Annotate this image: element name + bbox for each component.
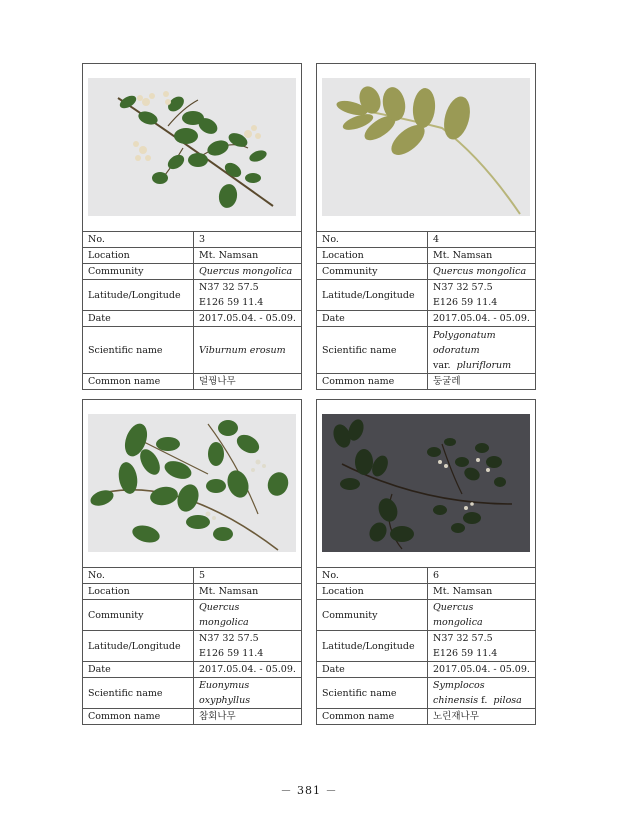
table-row	[83, 280, 301, 311]
table-row	[317, 600, 535, 631]
date-label: Date	[317, 662, 428, 678]
no-value: 6	[433, 570, 440, 581]
common-label: Common name	[317, 374, 428, 390]
latlon-label: Latitude/Longitude	[317, 280, 428, 311]
location-value: Mt. Namsan	[428, 248, 536, 264]
latitude-value: N37 32 57.5	[433, 282, 493, 293]
common-value: 노린재나무	[428, 709, 536, 725]
specimen-card-6	[316, 399, 536, 725]
community-genus: Quercus	[433, 602, 474, 613]
table-row	[83, 631, 301, 662]
location-label: Location	[317, 248, 428, 264]
page-number: － 381 －	[280, 784, 338, 797]
scientific-genus: Symplocos	[433, 680, 485, 691]
scientific-genus: Polygonatum	[433, 329, 496, 341]
common-value: 둥굴레	[428, 374, 536, 390]
scientific-species-line	[433, 693, 530, 708]
scientific-label: Scientific name	[83, 327, 194, 374]
longitude-value: E126 59 11.4	[433, 648, 498, 659]
no-label: No.	[83, 232, 194, 248]
latitude-value: N37 32 57.5	[199, 633, 259, 644]
specimen-table	[83, 568, 301, 724]
specimen-photo-frame	[317, 64, 535, 232]
viburnum-erosum-specimen-image	[88, 78, 296, 216]
common-label: Common name	[83, 374, 194, 390]
scientific-label: Scientific name	[317, 678, 428, 709]
table-row	[83, 584, 301, 600]
specimen-table	[317, 568, 535, 724]
polygonatum-specimen-image	[322, 78, 530, 216]
table-row	[317, 232, 535, 248]
table-row	[83, 311, 301, 327]
specimen-photo	[88, 78, 296, 216]
latlon-value	[194, 280, 302, 311]
specimen-photo-frame	[317, 400, 535, 568]
forma-rank: f.	[481, 695, 488, 706]
community-species: mongolica	[199, 617, 249, 628]
scientific-value	[428, 327, 536, 374]
symplocos-chinensis-specimen-image	[322, 414, 530, 552]
table-row	[317, 678, 535, 709]
community-species: mongolica	[433, 617, 483, 628]
common-value: 참회나무	[194, 709, 302, 725]
no-label: No.	[83, 568, 194, 584]
table-row	[83, 232, 301, 248]
latlon-label: Latitude/Longitude	[83, 280, 194, 311]
specimen-card-5	[82, 399, 302, 725]
scientific-species: odoratum	[433, 344, 480, 356]
scientific-label: Scientific name	[83, 678, 194, 709]
no-label: No.	[317, 232, 428, 248]
table-row	[83, 678, 301, 709]
community-value	[428, 600, 536, 631]
latlon-label: Latitude/Longitude	[317, 631, 428, 662]
date-value: 2017.05.04. - 05.09.	[194, 662, 302, 678]
latitude-value: N37 32 57.5	[433, 633, 493, 644]
specimen-table	[317, 232, 535, 389]
scientific-variety	[433, 358, 530, 373]
date-value: 2017.05.04. - 05.09.	[428, 311, 536, 327]
community-genus: Quercus	[199, 602, 240, 613]
community-label: Community	[83, 264, 194, 280]
variety-name: pluriflorum	[456, 359, 512, 371]
table-row	[83, 568, 301, 584]
scientific-value: Viburnum erosum	[194, 327, 302, 374]
no-value: 5	[199, 570, 206, 581]
no-label: No.	[317, 568, 428, 584]
table-row	[317, 584, 535, 600]
longitude-value: E126 59 11.4	[199, 648, 264, 659]
location-value: Mt. Namsan	[428, 584, 536, 600]
latlon-value	[428, 280, 536, 311]
no-value: 4	[433, 234, 440, 245]
common-label: Common name	[317, 709, 428, 725]
table-row	[317, 264, 535, 280]
table-row	[317, 248, 535, 264]
common-label: Common name	[83, 709, 194, 725]
date-label: Date	[317, 311, 428, 327]
specimen-photo	[322, 78, 530, 216]
no-value: 3	[199, 234, 206, 245]
specimen-card-3	[82, 63, 302, 390]
specimen-photo	[88, 414, 296, 552]
table-row	[317, 662, 535, 678]
table-row	[317, 311, 535, 327]
scientific-species: chinensis	[433, 695, 479, 706]
table-row	[317, 374, 535, 390]
table-row	[317, 631, 535, 662]
date-value: 2017.05.04. - 05.09.	[428, 662, 536, 678]
latitude-value: N37 32 57.5	[199, 282, 259, 293]
latlon-label: Latitude/Longitude	[83, 631, 194, 662]
longitude-value: E126 59 11.4	[433, 297, 498, 308]
scientific-value	[428, 678, 536, 709]
date-value: 2017.05.04. - 05.09.	[194, 311, 302, 327]
euonymus-oxyphyllus-specimen-image	[88, 414, 296, 552]
specimen-photo-frame	[83, 400, 301, 568]
specimen-photo	[322, 414, 530, 552]
location-value: Mt. Namsan	[194, 248, 302, 264]
table-row	[83, 600, 301, 631]
location-value: Mt. Namsan	[194, 584, 302, 600]
scientific-value	[194, 678, 302, 709]
community-value: Quercus mongolica	[194, 264, 302, 280]
table-row	[83, 709, 301, 725]
scientific-species: oxyphyllus	[199, 695, 251, 706]
latlon-value	[428, 631, 536, 662]
forma-name: pilosa	[493, 695, 522, 706]
location-label: Location	[83, 248, 194, 264]
table-row	[83, 248, 301, 264]
specimen-card-4	[316, 63, 536, 390]
table-row	[83, 662, 301, 678]
common-value: 덜꿩나무	[194, 374, 302, 390]
latlon-value	[194, 631, 302, 662]
community-label: Community	[317, 264, 428, 280]
specimen-photo-frame	[83, 64, 301, 232]
table-row	[317, 280, 535, 311]
date-label: Date	[83, 662, 194, 678]
location-label: Location	[83, 584, 194, 600]
table-row	[317, 709, 535, 725]
variety-rank: var.	[433, 359, 451, 371]
date-label: Date	[83, 311, 194, 327]
community-value	[194, 600, 302, 631]
table-row	[83, 264, 301, 280]
scientific-genus: Euonymus	[199, 680, 250, 691]
community-label: Community	[83, 600, 194, 631]
location-label: Location	[317, 584, 428, 600]
table-row	[83, 374, 301, 390]
specimen-table	[83, 232, 301, 389]
table-row	[83, 327, 301, 374]
community-label: Community	[317, 600, 428, 631]
scientific-label: Scientific name	[317, 327, 428, 374]
table-row	[317, 327, 535, 374]
longitude-value: E126 59 11.4	[199, 297, 264, 308]
table-row	[317, 568, 535, 584]
community-value: Quercus mongolica	[428, 264, 536, 280]
